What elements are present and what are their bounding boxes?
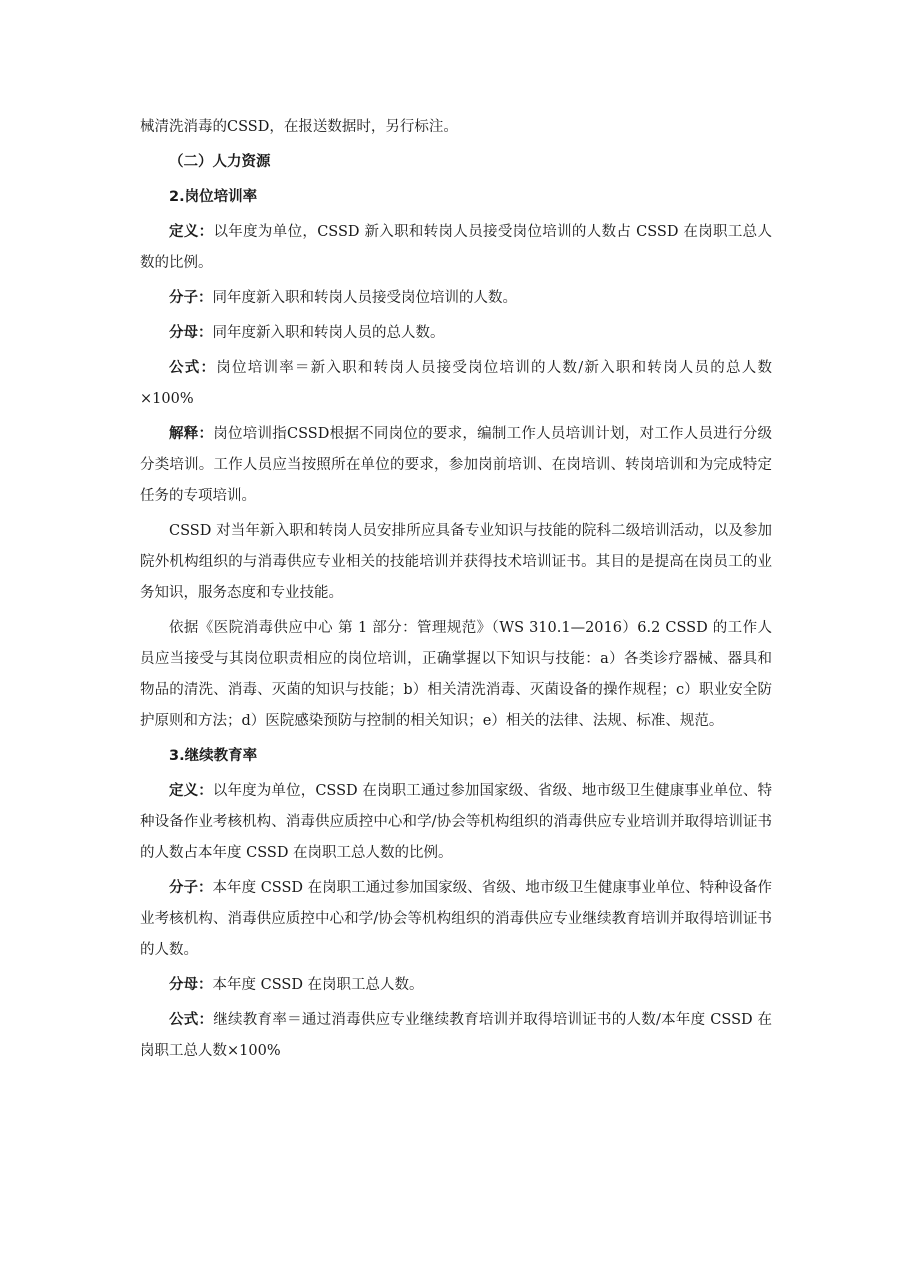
explanation-paragraph bbox=[140, 419, 772, 512]
numerator-label-3: 分子： bbox=[169, 880, 213, 896]
numerator-paragraph bbox=[140, 283, 772, 314]
denominator-label: 分母： bbox=[169, 325, 213, 341]
explanation-label: 解释： bbox=[169, 426, 214, 442]
definition-label-3: 定义： bbox=[169, 783, 213, 799]
formula-paragraph-3 bbox=[140, 1005, 772, 1067]
denominator-label-3: 分母： bbox=[169, 977, 213, 993]
document-body bbox=[140, 112, 772, 1067]
section-heading-human-resources: （二）人力资源 bbox=[169, 154, 271, 170]
definition-paragraph-3 bbox=[140, 776, 772, 869]
paragraph-continuation: 械清洗消毒的CSSD，在报送数据时，另行标注。 bbox=[140, 119, 458, 135]
body-paragraph-standard-reference: 依据《医院消毒供应中心 第 1 部分：管理规范》（WS 310.1—2016）6.2 CSSD 的工作人员应当接受与其岗位职责相应的岗位培训，正确掌握以下知识与技能：a）各类诊疗器械、器具和物品的清洗、消毒、灭菌的知识与技能；b）相关清洗消毒、灭菌设备的操作规程；c）职业安全防护原则和方法；d）医院感染预防与控制的相关知识；e）相关的法律、法规、标准、规范。 bbox=[140, 620, 772, 729]
definition-label: 定义： bbox=[169, 224, 214, 240]
numerator-label: 分子： bbox=[169, 290, 213, 306]
definition-text: 以年度为单位，CSSD 新入职和转岗人员接受岗位培训的人数占 CSSD 在岗职工总人数的比例。 bbox=[140, 224, 772, 271]
heading-training-rate: 2.岗位培训率 bbox=[169, 189, 258, 205]
numerator-text-3: 本年度 CSSD 在岗职工通过参加国家级、省级、地市级卫生健康事业单位、特种设备作业考核机构、消毒供应质控中心和学/协会等机构组织的消毒供应专业继续教育培训并取得培训证书的人数。 bbox=[140, 880, 773, 958]
denominator-paragraph bbox=[140, 318, 772, 349]
definition-text-3: 以年度为单位，CSSD 在岗职工通过参加国家级、省级、地市级卫生健康事业单位、特种设备作业考核机构、消毒供应质控中心和学/协会等机构组织的消毒供应专业培训并取得培训证书的人数占本年度 CSSD 在岗职工总人数的比例。 bbox=[140, 783, 772, 861]
numerator-paragraph-3 bbox=[140, 873, 772, 966]
numerator-text: 同年度新入职和转岗人员接受岗位培训的人数。 bbox=[212, 290, 517, 306]
denominator-text: 同年度新入职和转岗人员的总人数。 bbox=[212, 325, 445, 341]
formula-label: 公式： bbox=[169, 360, 217, 376]
body-paragraph-cssd-training: CSSD 对当年新入职和转岗人员安排所应具备专业知识与技能的院科二级培训活动，以及参加院外机构组织的与消毒供应专业相关的技能培训并获得技术培训证书。其目的是提高在岗员工的业务知识，服务态度和专业技能。 bbox=[140, 523, 772, 601]
explanation-text: 岗位培训指CSSD根据不同岗位的要求，编制工作人员培训计划，对工作人员进行分级分类培训。工作人员应当按照所在单位的要求，参加岗前培训、在岗培训、转岗培训和为完成特定任务的专项培训。 bbox=[140, 426, 772, 504]
heading-continuing-education-rate: 3.继续教育率 bbox=[169, 748, 258, 764]
formula-paragraph bbox=[140, 353, 772, 415]
formula-text: 岗位培训率＝新入职和转岗人员接受岗位培训的人数/新入职和转岗人员的总人数×100% bbox=[140, 360, 773, 407]
definition-paragraph bbox=[140, 217, 772, 279]
denominator-paragraph-3 bbox=[140, 970, 772, 1001]
formula-label-3: 公式： bbox=[169, 1012, 214, 1028]
denominator-text-3: 本年度 CSSD 在岗职工总人数。 bbox=[212, 977, 424, 993]
formula-text-3: 继续教育率＝通过消毒供应专业继续教育培训并取得培训证书的人数/本年度 CSSD 在岗职工总人数×100% bbox=[140, 1012, 773, 1059]
